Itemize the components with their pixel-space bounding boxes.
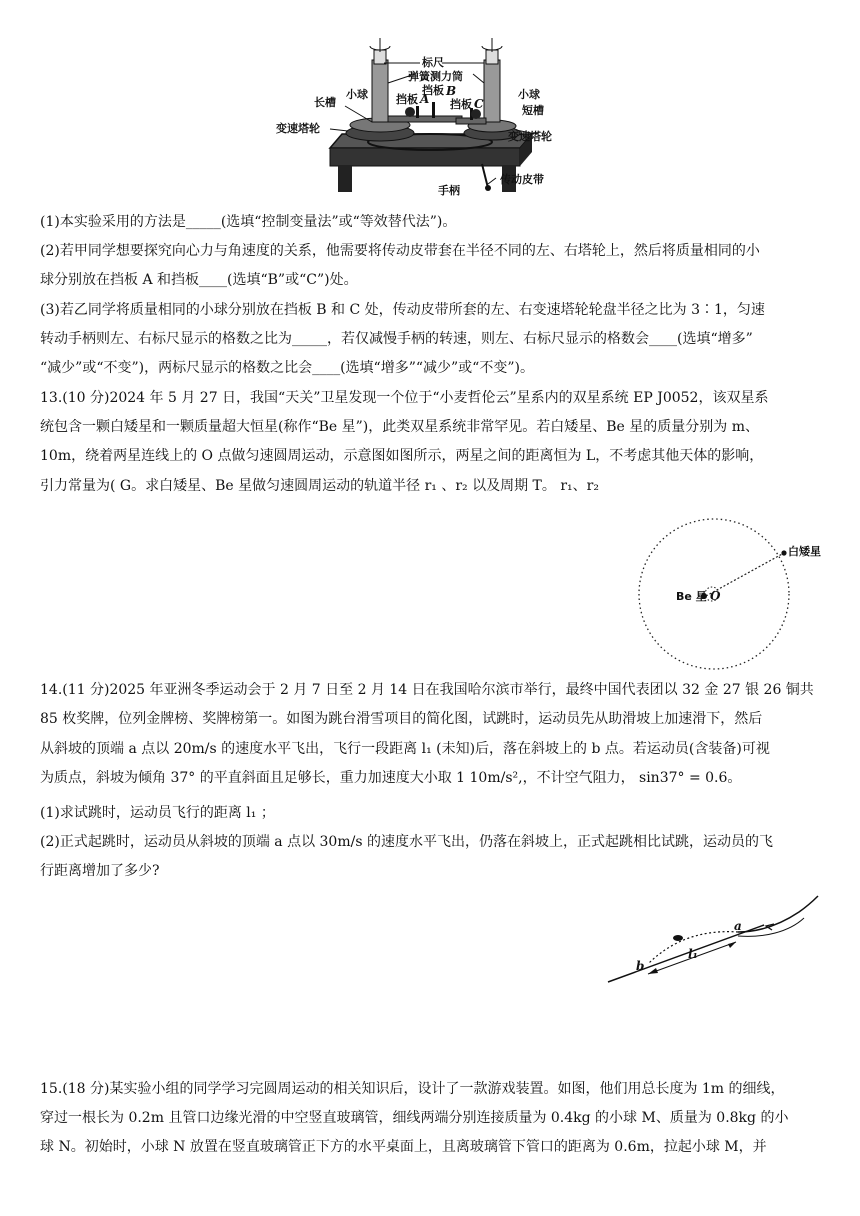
label-ball-right: 小球 [518,88,540,101]
label-baffle-b: 挡板 [422,84,444,97]
binary-star-figure [628,514,828,674]
q12-line-5: 转动手柄则左、右标尺显示的格数之比为_____，若仅减慢手柄的转速，则左、右标尺显示的格数会____(选填“增多” [40,331,753,347]
q14-line-5: (1)求试跳时，运动员飞行的距离 l₁ ； [40,805,275,821]
label-letter-b: B [446,84,457,98]
label-short-groove: 短槽 [522,104,544,117]
q13-line-2: 统包含一颗白矮星和一颗质量超大恒星(称作“Be 星”)，此类双星系统非常罕见。若白矮星、Be 星的质量分别为 m、 [40,419,760,435]
label-biaochi: 标尺 [422,56,444,69]
label-belt: 传动皮带 [500,173,544,186]
q14-line-3: 从斜坡的顶端 a 点以 20m/s 的速度水平飞出，飞行一段距离 l₁ (未知)后，落在斜坡上的 b 点。若运动员(含装备)可视 [40,741,770,757]
q14-line-1: 14.(11 分)2025 年亚洲冬季运动会于 2 月 7 日至 2 月 14 日在我国哈尔滨市举行，最终中国代表团以 32 金 27 银 26 铜共 [40,682,814,698]
white-dwarf-label: 白矮星 [788,545,821,558]
q12-line-2: (2)若甲同学想要探究向心力与角速度的关系，他需要将传动皮带套在半径不同的左、右塔轮上，然后将质量相同的小 [40,243,760,259]
label-baffle-c: 挡板 [450,98,472,111]
distance-l1-label: l₁ [688,947,698,961]
q13-line-1: 13.(10 分)2024 年 5 月 27 日，我国“天关”卫星发现一个位于“小麦哲伦云”星系内的双星系统 EP J0052，该双星系 [40,390,769,406]
label-tower-right: 变速塔轮 [508,130,552,143]
o-point-label: O [710,589,721,603]
be-star-label: Be 星 [676,590,707,603]
apparatus-figure [270,38,570,200]
q14-line-4: 为质点，斜坡为倾角 37° 的平直斜面且足够长，重力加速度大小取 1 10m/s²,，不计空气阻力， sin37° = 0.6。 [40,770,742,786]
label-letter-a: A [420,92,430,106]
white-dwarf-dot [781,550,786,555]
q13-line-3: 10m，绕着两星连线上的 O 点做匀速圆周运动，示意图如图所示，两星之间的距离恒为 L，不考虑其他天体的影响， [40,448,764,464]
label-long-groove: 长槽 [314,96,336,109]
q14-line-6: (2)正式起跳时，运动员从斜坡的顶端 a 点以 30m/s 的速度水平飞出，仍落在斜坡上，正式起跳相比试跳，运动员的飞 [40,834,773,850]
label-letter-c: C [474,97,484,111]
q14-line-2: 85 枚奖牌，位列金牌榜、奖牌榜第一。如图为跳台滑雪项目的简化图，试跳时，运动员先从助滑坡上加速滑下，然后 [40,711,763,727]
q15-line-2: 穿过一根长为 0.2m 且管口边缘光滑的中空竖直玻璃管，细线两端分别连接质量为 0.4kg 的小球 M、质量为 0.8kg 的小 [40,1110,789,1126]
q15-line-3: 球 N。初始时，小球 N 放置在竖直玻璃管正下方的水平桌面上，且离玻璃管下管口的距离为 0.6m，拉起小球 M，并 [40,1139,767,1155]
q13-line-4: 引力常量为( G。求白矮星、Be 星做匀速圆周运动的轨道半径 r₁ 、r₂ 以及周期 T。 r₁、r₂ [40,478,599,494]
label-baffle-a: 挡板 [396,93,418,106]
label-crank: 手柄 [438,184,460,197]
q15-line-1: 15.(18 分)某实验小组的同学学习完圆周运动的相关知识后，设计了一款游戏装置。如图，他们用总长度为 1m 的细线， [40,1081,785,1097]
q12-line-3: 球分别放在挡板 A 和挡板____(选填“B”或“C”)处。 [40,272,358,288]
label-ball-left: 小球 [346,88,368,101]
q12-line-1: (1)本实验采用的方法是_____(选填“控制变量法”或“等效替代法”)。 [40,214,457,230]
q14-line-7: 行距离增加了多少? [40,863,160,879]
label-spring-tube: 弹簧测力筒 [408,70,463,83]
point-a-label: a [734,919,742,933]
ski-jump-figure [604,892,824,988]
point-b-label: b [636,959,645,973]
q12-line-4: (3)若乙同学将质量相同的小球分别放在挡板 B 和 C 处，传动皮带所套的左、右变速塔轮轮盘半径之比为 3∶1，匀速 [40,302,765,318]
label-tower-left: 变速塔轮 [276,122,320,135]
q12-line-6: “减少”或“不变”)，两标尺显示的格数之比会____(选填“增多”“减少”或“不变”)。 [40,360,534,376]
